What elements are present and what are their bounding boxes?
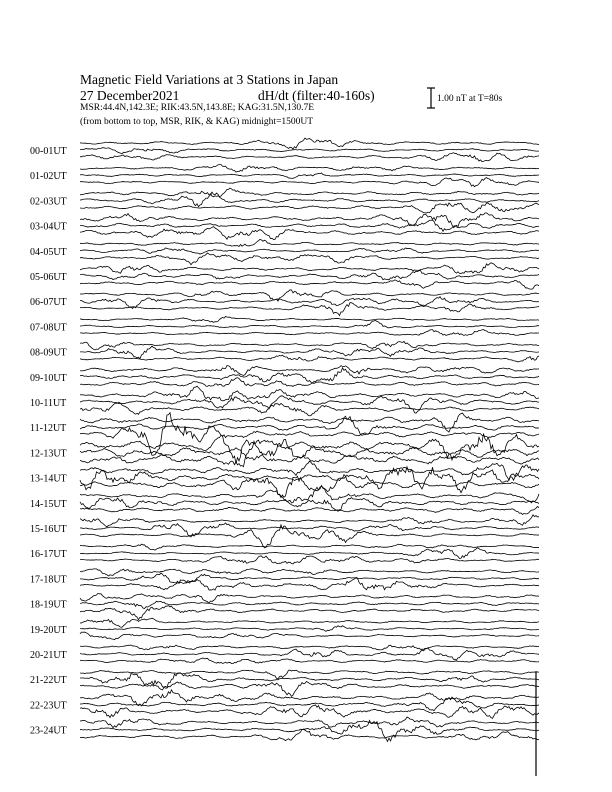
trace-KAG-hour-6	[80, 290, 539, 301]
trace-RIK-hour-21	[80, 673, 539, 687]
trace-KAG-hour-10	[80, 386, 539, 401]
trace-MSR-hour-7	[80, 330, 539, 336]
trace-MSR-hour-16	[80, 556, 539, 564]
hour-label-5: 05-06UT	[30, 272, 67, 283]
trace-MSR-hour-9	[80, 378, 539, 387]
trace-MSR-hour-0	[80, 153, 539, 162]
trace-MSR-hour-22	[80, 705, 539, 718]
station-order-note: (from bottom to top, MSR, RIK, & KAG) midnight=1500UT	[80, 117, 314, 127]
hour-row-7	[80, 316, 539, 335]
trace-KAG-hour-20	[80, 645, 539, 650]
trace-MSR-hour-20	[80, 658, 539, 664]
hour-row-3	[80, 213, 539, 240]
trace-KAG-hour-22	[80, 690, 539, 706]
hour-label-13: 13-14UT	[30, 473, 67, 485]
hour-row-19	[80, 618, 539, 639]
trace-RIK-hour-16	[80, 548, 539, 559]
station-coordinates: MSR:44.4N,142.3E; RIK:43.5N,143.8E; KAG:31.5N,130.7E	[80, 103, 315, 113]
hour-label-21: 21-22UT	[30, 675, 67, 687]
trace-RIK-hour-17	[80, 573, 539, 583]
hour-row-4	[80, 239, 539, 264]
hour-row-6	[80, 290, 539, 316]
trace-KAG-hour-0	[80, 138, 539, 149]
trace-KAG-hour-18	[80, 593, 539, 603]
hour-row-23	[80, 717, 539, 741]
hour-label-1: 01-02UT	[30, 171, 67, 183]
trace-MSR-hour-10	[80, 402, 539, 416]
hour-row-2	[80, 188, 539, 213]
trace-MSR-hour-4	[80, 253, 539, 265]
trace-MSR-hour-1	[80, 178, 539, 187]
trace-MSR-hour-18	[80, 606, 539, 620]
hour-label-20: 20-21UT	[30, 650, 67, 661]
trace-KAG-hour-13	[80, 461, 539, 480]
scale-bar-label: 1.00 nT at T=80s	[437, 94, 503, 104]
hour-label-17: 17-18UT	[30, 574, 67, 586]
trace-KAG-hour-7	[80, 316, 539, 322]
hour-label-10: 10-11UT	[30, 398, 67, 409]
hour-row-5	[80, 263, 539, 289]
hour-label-18: 18-19UT	[30, 599, 67, 611]
hour-label-16: 16-17UT	[30, 549, 67, 561]
trace-RIK-hour-8	[80, 346, 539, 358]
trace-MSR-hour-17	[80, 577, 539, 590]
hour-label-12: 12-13UT	[30, 448, 67, 460]
trace-KAG-hour-4	[80, 239, 539, 246]
hour-row-8	[80, 341, 539, 362]
hour-label-19: 19-20UT	[30, 624, 67, 636]
hour-label-22: 22-23UT	[30, 700, 67, 712]
hour-label-14: 14-15UT	[30, 498, 67, 510]
trace-RIK-hour-13	[80, 467, 539, 493]
hour-row-21	[80, 670, 539, 696]
trace-RIK-hour-20	[80, 648, 539, 660]
hour-row-16	[80, 544, 539, 564]
hour-row-9	[80, 366, 539, 387]
trace-KAG-hour-3	[80, 213, 539, 228]
trace-KAG-hour-17	[80, 569, 539, 576]
trace-MSR-hour-6	[80, 303, 539, 316]
hour-label-9: 09-10UT	[30, 372, 67, 384]
hour-label-0: 00-01UT	[30, 146, 67, 157]
hour-label-4: 04-05UT	[30, 246, 67, 258]
trace-KAG-hour-1	[80, 165, 539, 173]
hour-label-23: 23-24UT	[30, 725, 67, 737]
trace-KAG-hour-2	[80, 188, 539, 197]
hour-label-8: 08-09UT	[30, 347, 67, 359]
hour-label-2: 02-03UT	[30, 196, 67, 208]
hour-labels	[30, 146, 67, 737]
trace-KAG-hour-19	[80, 618, 539, 627]
trace-KAG-hour-9	[80, 366, 539, 376]
trace-KAG-hour-23	[80, 717, 539, 728]
trace-RIK-hour-4	[80, 248, 539, 254]
date-label: 27 December2021	[80, 88, 180, 103]
hour-row-20	[80, 645, 539, 664]
hour-row-10	[80, 386, 539, 416]
trace-MSR-hour-3	[80, 227, 539, 240]
hour-row-1	[80, 165, 539, 187]
trace-KAG-hour-15	[80, 515, 539, 527]
trace-RIK-hour-1	[80, 173, 539, 178]
hour-label-15: 15-16UT	[30, 524, 67, 535]
station-traces	[80, 138, 539, 741]
trace-MSR-hour-5	[80, 280, 539, 289]
hour-row-18	[80, 593, 539, 619]
trace-MSR-hour-2	[80, 203, 539, 213]
trace-MSR-hour-13	[80, 475, 539, 498]
trace-MSR-hour-8	[80, 355, 539, 362]
hour-row-22	[80, 690, 539, 718]
trace-MSR-hour-14	[80, 506, 539, 514]
hour-label-6: 06-07UT	[30, 297, 67, 309]
hour-label-7: 07-08UT	[30, 322, 67, 334]
hour-row-13	[80, 461, 539, 498]
chart-title: Magnetic Field Variations at 3 Stations in Japan	[80, 72, 339, 87]
quantity-label: dH/dt (filter:40-160s)	[258, 88, 375, 103]
trace-MSR-hour-19	[80, 632, 539, 640]
trace-KAG-hour-16	[80, 544, 539, 550]
trace-MSR-hour-23	[80, 729, 539, 740]
trace-KAG-hour-5	[80, 263, 539, 274]
trace-RIK-hour-19	[80, 626, 539, 632]
trace-RIK-hour-18	[80, 601, 539, 608]
trace-KAG-hour-21	[80, 670, 539, 678]
scale-bar	[427, 88, 435, 108]
hour-row-17	[80, 569, 539, 590]
hour-label-3: 03-04UT	[30, 221, 67, 233]
trace-RIK-hour-6	[80, 297, 539, 309]
hour-label-11: 11-12UT	[30, 423, 67, 435]
trace-RIK-hour-3	[80, 220, 539, 231]
hour-row-15	[80, 515, 539, 548]
trace-RIK-hour-0	[80, 148, 539, 154]
trace-RIK-hour-7	[80, 320, 539, 327]
trace-RIK-hour-15	[80, 523, 539, 537]
hour-row-0	[80, 138, 539, 161]
trace-RIK-hour-23	[80, 720, 539, 741]
